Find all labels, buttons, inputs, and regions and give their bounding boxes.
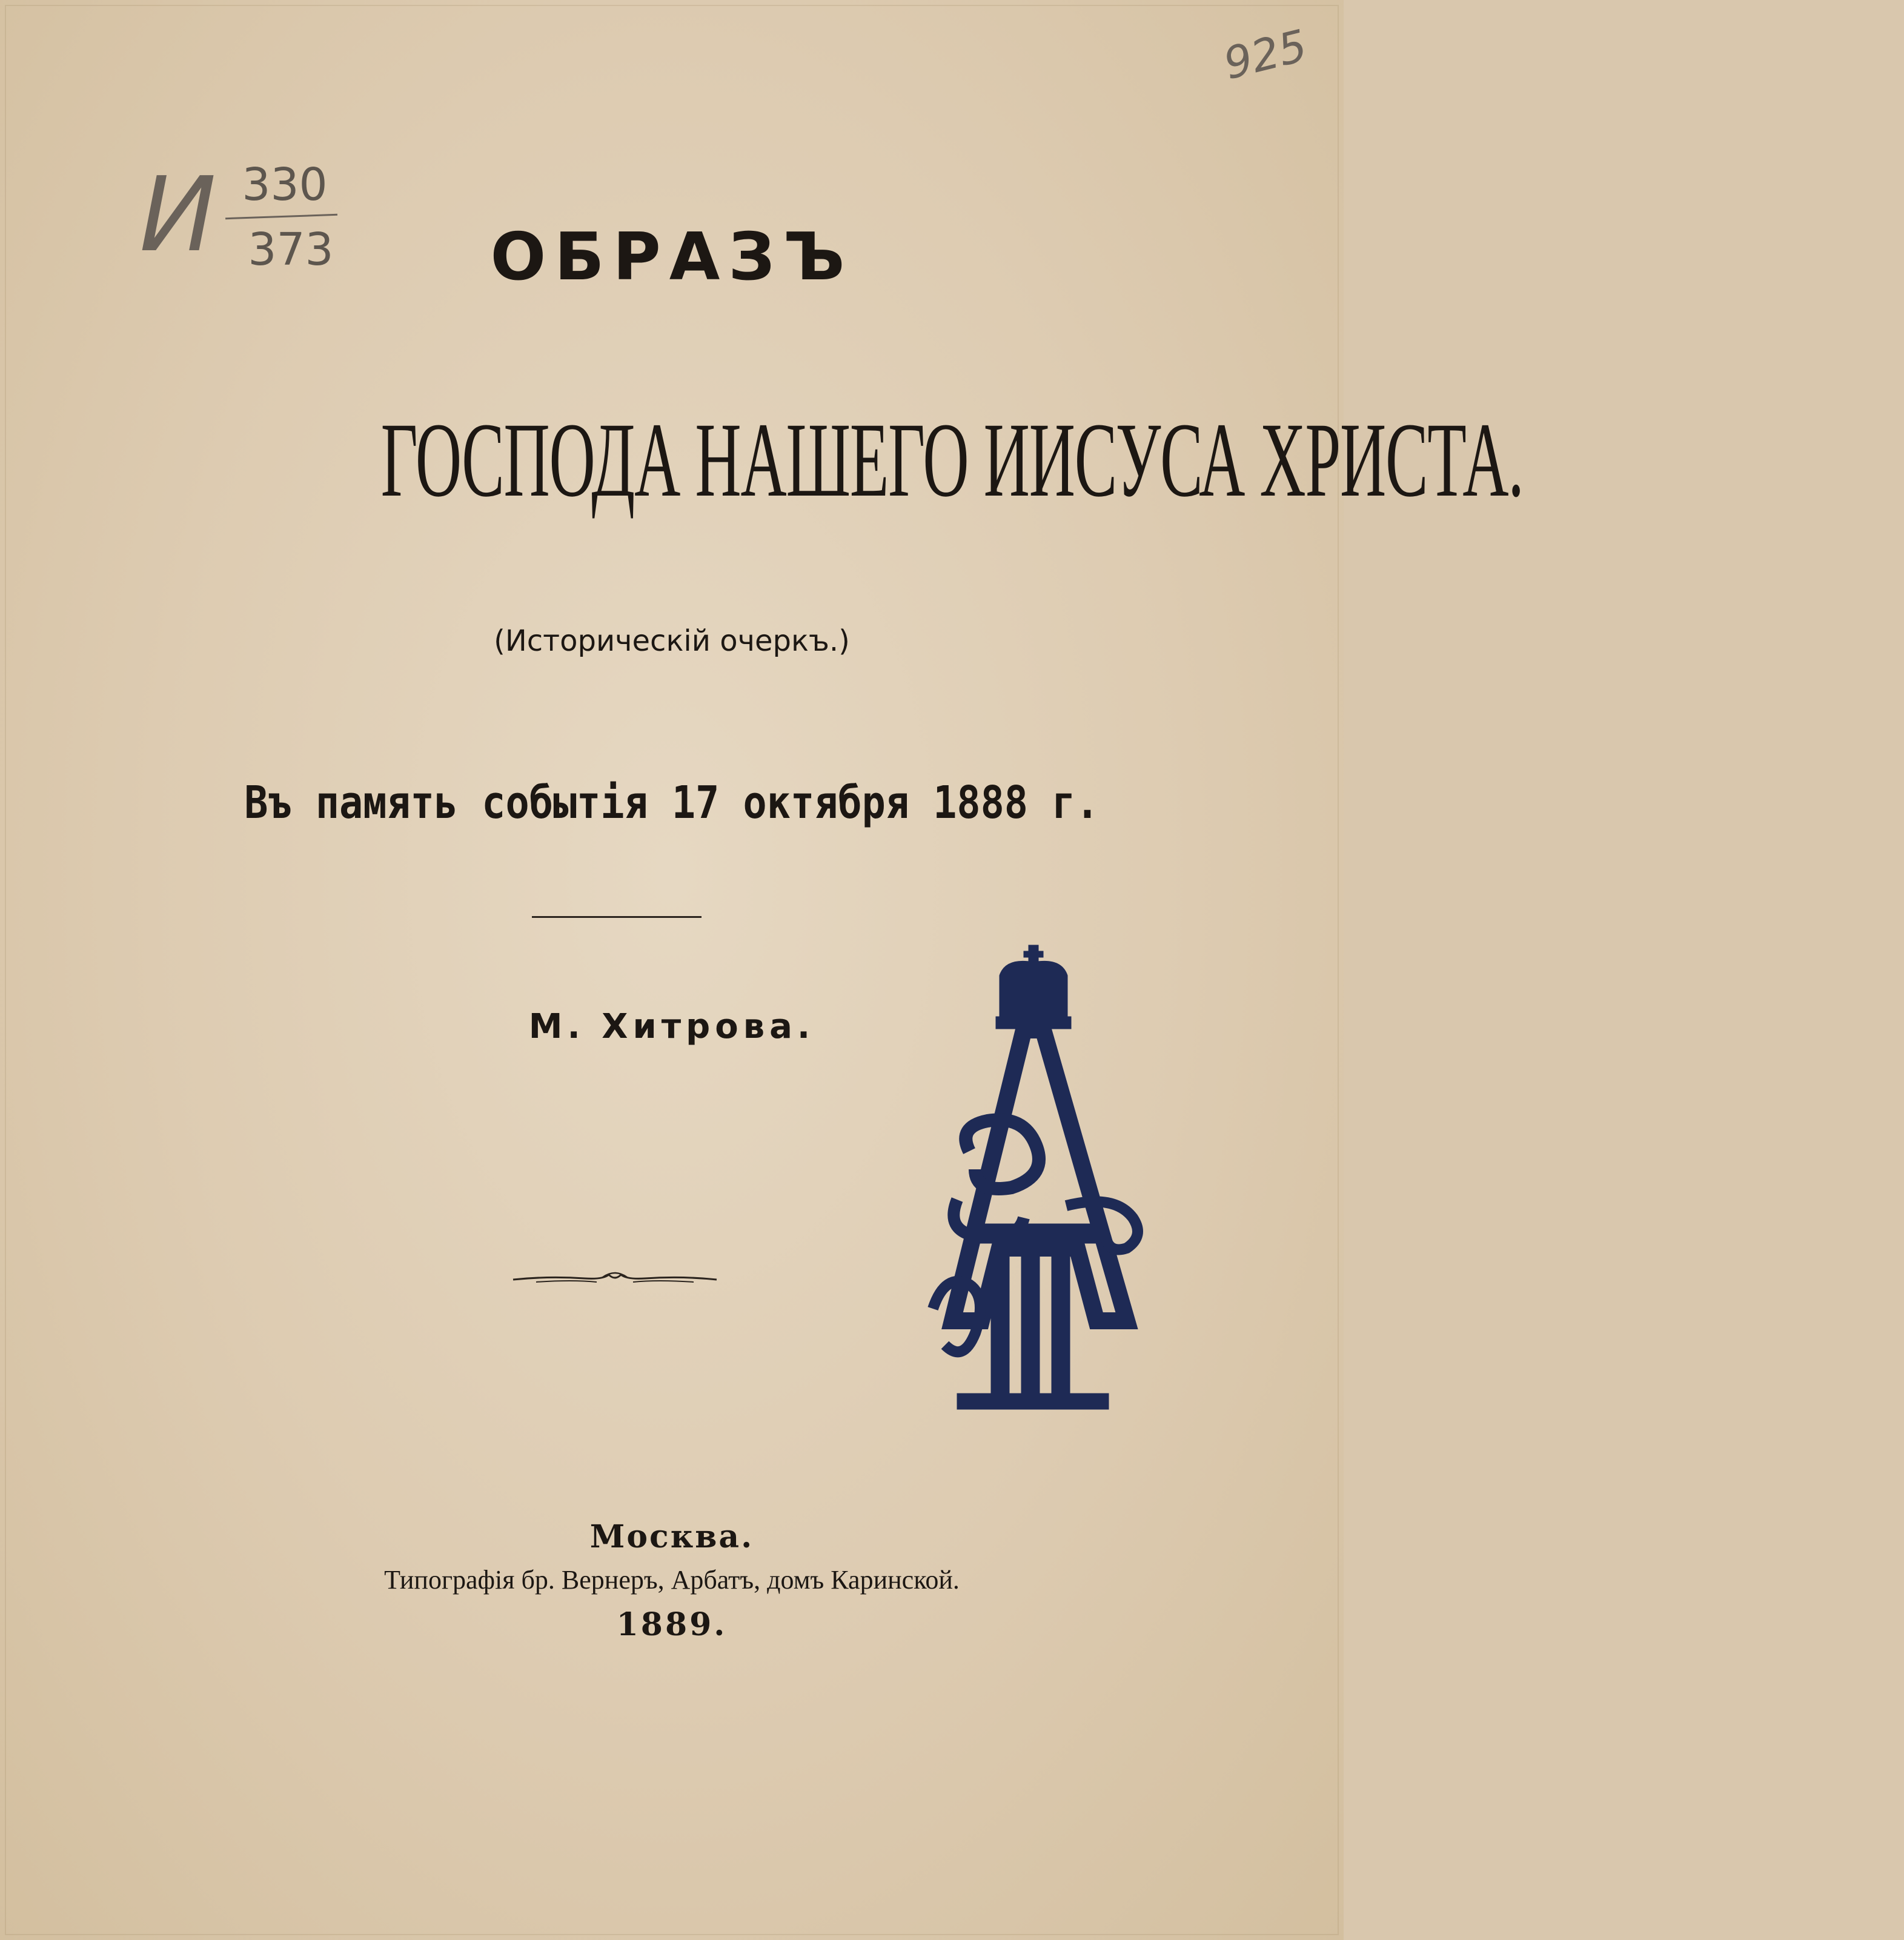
dedication-text: Въ память событiя 17 октября 1888 г. — [244, 777, 1100, 829]
title-subtitle-line — [0, 400, 1524, 521]
corner-catalog-number: 925 — [1218, 19, 1312, 90]
crowned-monogram-stamp-icon — [933, 945, 1151, 1418]
shelf-mark-letter: И — [139, 155, 217, 275]
shelf-mark-number-top: 330 — [242, 159, 328, 211]
author-name: М. Хитрова. — [528, 1007, 815, 1046]
decorative-ornament-icon — [512, 1266, 718, 1291]
divider-rule — [532, 916, 702, 918]
dedication-line — [0, 776, 1344, 830]
title-main: ОБРАЗЪ — [490, 219, 854, 295]
shelf-mark-number-bottom: 373 — [248, 224, 334, 276]
imprint-printer: Типографiя бр. Вернеръ, Арбатъ, домъ Каринской. — [384, 1565, 960, 1595]
title-subtitle-text: ГОСПОДА НАШЕГО ИИСУСА ХРИСТА. — [380, 401, 1524, 519]
imprint-city: Москва. — [589, 1518, 754, 1555]
genre-subtitle: (Историческiй очеркъ.) — [494, 624, 850, 658]
imprint-year: 1889. — [616, 1606, 728, 1643]
